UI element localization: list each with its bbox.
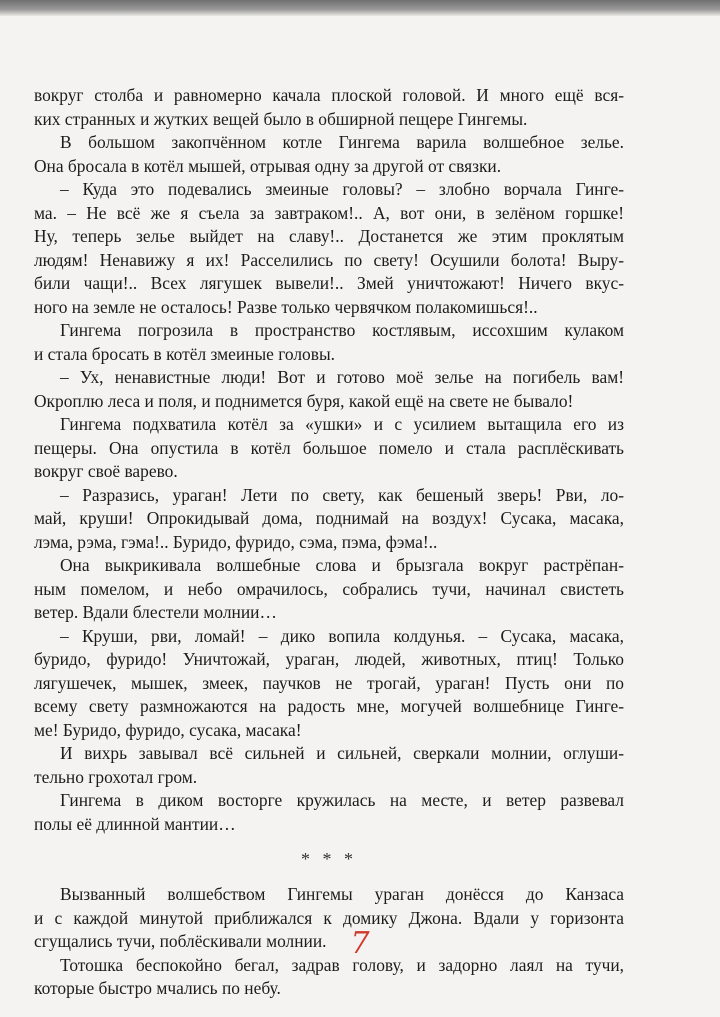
text-line: ным помелом, и небо омрачилось, собрались тучи, начинал свистеть <box>34 578 624 599</box>
text-line: И вихрь завывал всё сильней и сильней, сверкали молнии, оглуши- <box>60 743 624 763</box>
text-line: били чащи!.. Всех лягушек вывели!.. Змей уничтожают! Ничего вкус- <box>34 273 624 293</box>
text-line: и с каждой минутой приближался к домику Джона. Вдали у горизонта <box>34 907 624 928</box>
text-line: сгущались тучи, поблёскивали молнии. <box>34 931 327 951</box>
text-line: ветер. Вдали блестели молнии… <box>34 602 277 622</box>
text-line: Окроплю леса и поля, и поднимется буря, какой ещё на свете не бывало! <box>34 390 574 411</box>
text-line: ного на земле не осталось! Разве только червячком полакомишься!.. <box>34 296 538 317</box>
text-line: ких странных и жутких вещей было в обширной пещере Гингемы. <box>34 108 528 129</box>
text-line: лэма, рэма, гэма!.. Буридо, фуридо, сэма, пэма, фэма!.. <box>34 531 438 552</box>
text-line: Тотошка беспокойно бегал, задрав голову, и задорно лаял на тучи, <box>60 954 624 975</box>
text-line: – Куда это подевались змеиные головы? – злобно ворчала Гинге- <box>60 179 624 199</box>
text-line: пещеры. Она опустила в котёл большое помело и стала расплёскивать <box>34 437 624 458</box>
text-line: ме! Буридо, фуридо, сусака, масака! <box>34 719 302 740</box>
text-line: – Ух, ненавистные люди! Вот и готово моё зелье на погибель вам! <box>60 367 624 387</box>
text-line: май, круши! Опрокидывай дома, поднимай на воздух! Сусака, масака, <box>34 508 624 528</box>
text-line: – Разразись, ураган! Лети по свету, как бешеный зверь! Рви, ло- <box>60 484 624 505</box>
text-line: вокруг столба и равномерно качала плоской головой. И много ещё вся- <box>34 85 624 105</box>
text-line: Она выкрикивала волшебные слова и брызгала вокруг растрёпан- <box>60 555 624 575</box>
text-line: Гингема погрозила в пространство костлявым, иссохшим кулаком <box>60 320 624 340</box>
section-divider: * * * <box>301 849 357 869</box>
page-number: 7 <box>350 926 370 961</box>
text-line: лягушечек, мышек, змеек, паучков не трогай, ураган! Пусть они по <box>34 672 624 693</box>
text-line: людям! Ненавижу я их! Расселились по свету! Осушили болота! Выру- <box>34 249 624 270</box>
text-line: В большом закопчённом котле Гингема варила волшебное зелье. <box>60 132 624 152</box>
text-line: буридо, фуридо! Уничтожай, ураган, людей, животных, птиц! Только <box>34 649 624 669</box>
text-line: ма. – Не всё же я съела за завтраком!.. А, вот они, в зелёном горшке! <box>34 202 624 223</box>
text-line: вокруг своё варево. <box>34 461 178 481</box>
text-line: всему свету размножаются на радость мне, могучей волшебнице Гинге- <box>34 696 624 716</box>
scan-edge-shadow <box>0 0 720 16</box>
text-line: – Круши, рви, ломай! – дико вопила колдунья. – Сусака, масака, <box>60 625 624 646</box>
page-text <box>34 84 624 1001</box>
text-line: Она бросала в котёл мышей, отрывая одну за другой от связки. <box>34 155 502 176</box>
text-line: Гингема в диком восторге кружилась на месте, и ветер развевал <box>60 790 624 810</box>
text-line: Вызванный волшебством Гингемы ураган донёсся до Канзаса <box>60 884 624 904</box>
text-line: Ну, теперь зелье выйдет на славу!.. Достанется же этим проклятым <box>34 226 624 246</box>
text-line: которые быстро мчались по небу. <box>34 978 281 998</box>
text-line: Гингема подхватила котёл за «ушки» и с усилием вытащила его из <box>60 414 624 434</box>
text-line: и стала бросать в котёл змеиные головы. <box>34 343 335 364</box>
text-line: полы её длинной мантии… <box>34 813 236 834</box>
text-line: тельно грохотал гром. <box>34 766 198 787</box>
